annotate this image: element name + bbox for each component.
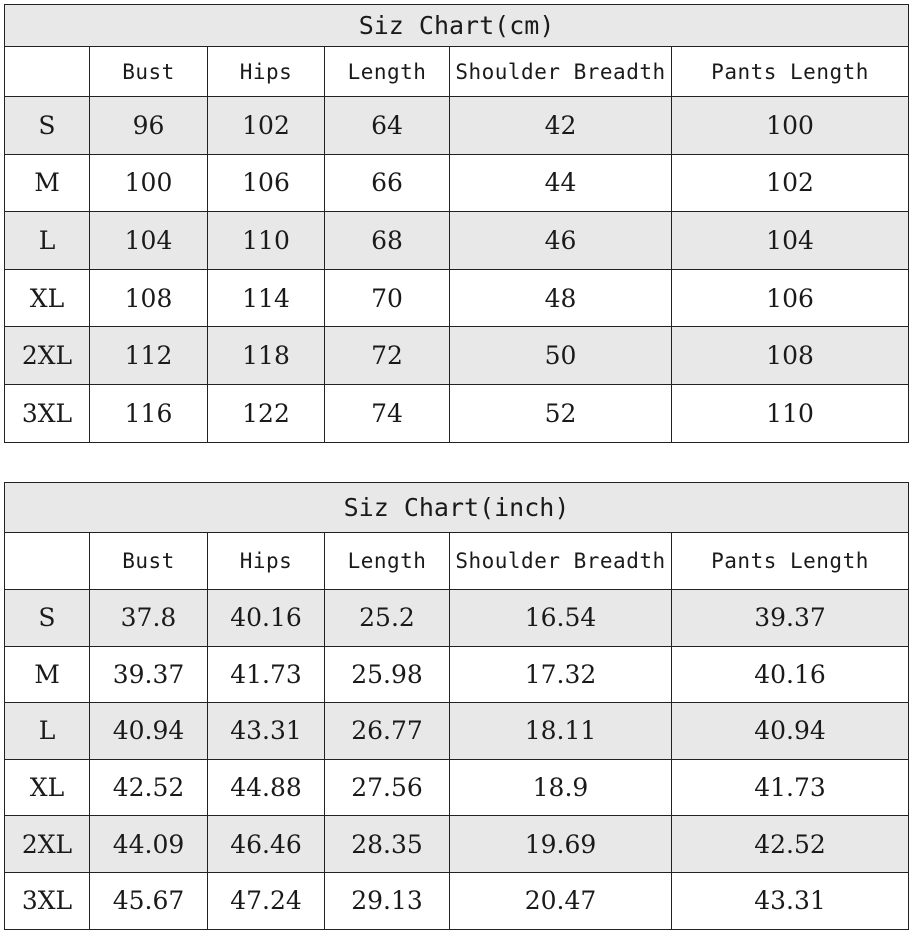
- table-row: [5, 97, 909, 155]
- table-row: [5, 872, 909, 929]
- table-row: [5, 703, 909, 760]
- measurement-cell: 110: [672, 384, 909, 442]
- measurement-cell: 18.9: [450, 759, 672, 816]
- measurement-cell: 46: [450, 212, 672, 270]
- measurement-cell: 16.54: [450, 590, 672, 647]
- measurement-cell: 20.47: [450, 872, 672, 929]
- table-row: [5, 590, 909, 647]
- size-label-cell: L: [5, 703, 90, 760]
- measurement-cell: 40.94: [90, 703, 208, 760]
- measurement-cell: 39.37: [90, 646, 208, 703]
- table-title: Siz Chart(inch): [5, 483, 909, 533]
- column-header-row: [5, 533, 909, 590]
- column-header: Pants Length: [672, 533, 909, 590]
- measurement-cell: 68: [325, 212, 450, 270]
- measurement-cell: 40.16: [208, 590, 325, 647]
- measurement-cell: 108: [672, 327, 909, 385]
- measurement-cell: 118: [208, 327, 325, 385]
- column-header: Bust: [90, 47, 208, 97]
- column-header: Shoulder Breadth: [450, 47, 672, 97]
- measurement-cell: 108: [90, 269, 208, 327]
- measurement-cell: 44.09: [90, 816, 208, 873]
- measurement-cell: 44: [450, 154, 672, 212]
- size-chart-cm-body: [5, 5, 909, 443]
- measurement-cell: 42: [450, 97, 672, 155]
- size-label-cell: M: [5, 646, 90, 703]
- measurement-cell: 100: [672, 97, 909, 155]
- table-row: [5, 327, 909, 385]
- measurement-cell: 106: [672, 269, 909, 327]
- measurement-cell: 96: [90, 97, 208, 155]
- measurement-cell: 27.56: [325, 759, 450, 816]
- measurement-cell: 104: [90, 212, 208, 270]
- measurement-cell: 106: [208, 154, 325, 212]
- measurement-cell: 104: [672, 212, 909, 270]
- column-header: Length: [325, 533, 450, 590]
- measurement-cell: 110: [208, 212, 325, 270]
- table-row: [5, 212, 909, 270]
- measurement-cell: 41.73: [208, 646, 325, 703]
- size-chart-inch-body: [5, 483, 909, 930]
- measurement-cell: 43.31: [672, 872, 909, 929]
- column-header: [5, 47, 90, 97]
- measurement-cell: 114: [208, 269, 325, 327]
- size-label-cell: S: [5, 97, 90, 155]
- table-row: [5, 269, 909, 327]
- measurement-cell: 25.98: [325, 646, 450, 703]
- column-header: Bust: [90, 533, 208, 590]
- table-row: [5, 759, 909, 816]
- measurement-cell: 46.46: [208, 816, 325, 873]
- size-label-cell: XL: [5, 269, 90, 327]
- measurement-cell: 17.32: [450, 646, 672, 703]
- size-chart-inch-table: [4, 482, 909, 930]
- measurement-cell: 42.52: [672, 816, 909, 873]
- column-header: [5, 533, 90, 590]
- column-header-row: [5, 47, 909, 97]
- size-label-cell: 2XL: [5, 816, 90, 873]
- table-row: [5, 384, 909, 442]
- measurement-cell: 64: [325, 97, 450, 155]
- measurement-cell: 122: [208, 384, 325, 442]
- measurement-cell: 40.16: [672, 646, 909, 703]
- column-header: Hips: [208, 533, 325, 590]
- size-label-cell: 2XL: [5, 327, 90, 385]
- column-header: Pants Length: [672, 47, 909, 97]
- measurement-cell: 39.37: [672, 590, 909, 647]
- measurement-cell: 50: [450, 327, 672, 385]
- measurement-cell: 40.94: [672, 703, 909, 760]
- size-label-cell: M: [5, 154, 90, 212]
- measurement-cell: 45.67: [90, 872, 208, 929]
- measurement-cell: 42.52: [90, 759, 208, 816]
- measurement-cell: 48: [450, 269, 672, 327]
- measurement-cell: 100: [90, 154, 208, 212]
- measurement-cell: 52: [450, 384, 672, 442]
- size-label-cell: S: [5, 590, 90, 647]
- measurement-cell: 116: [90, 384, 208, 442]
- measurement-cell: 28.35: [325, 816, 450, 873]
- measurement-cell: 19.69: [450, 816, 672, 873]
- table-title: Siz Chart(cm): [5, 5, 909, 47]
- measurement-cell: 26.77: [325, 703, 450, 760]
- table-row: [5, 154, 909, 212]
- measurement-cell: 18.11: [450, 703, 672, 760]
- column-header: Length: [325, 47, 450, 97]
- measurement-cell: 102: [208, 97, 325, 155]
- table-title-row: [5, 5, 909, 47]
- size-label-cell: 3XL: [5, 384, 90, 442]
- column-header: Hips: [208, 47, 325, 97]
- measurement-cell: 25.2: [325, 590, 450, 647]
- table-row: [5, 646, 909, 703]
- measurement-cell: 102: [672, 154, 909, 212]
- measurement-cell: 41.73: [672, 759, 909, 816]
- table-row: [5, 816, 909, 873]
- measurement-cell: 29.13: [325, 872, 450, 929]
- size-chart-cm-table: [4, 4, 909, 443]
- measurement-cell: 70: [325, 269, 450, 327]
- measurement-cell: 74: [325, 384, 450, 442]
- size-label-cell: 3XL: [5, 872, 90, 929]
- measurement-cell: 66: [325, 154, 450, 212]
- measurement-cell: 72: [325, 327, 450, 385]
- measurement-cell: 112: [90, 327, 208, 385]
- measurement-cell: 37.8: [90, 590, 208, 647]
- column-header: Shoulder Breadth: [450, 533, 672, 590]
- table-title-row: [5, 483, 909, 533]
- size-label-cell: XL: [5, 759, 90, 816]
- size-label-cell: L: [5, 212, 90, 270]
- measurement-cell: 44.88: [208, 759, 325, 816]
- measurement-cell: 47.24: [208, 872, 325, 929]
- measurement-cell: 43.31: [208, 703, 325, 760]
